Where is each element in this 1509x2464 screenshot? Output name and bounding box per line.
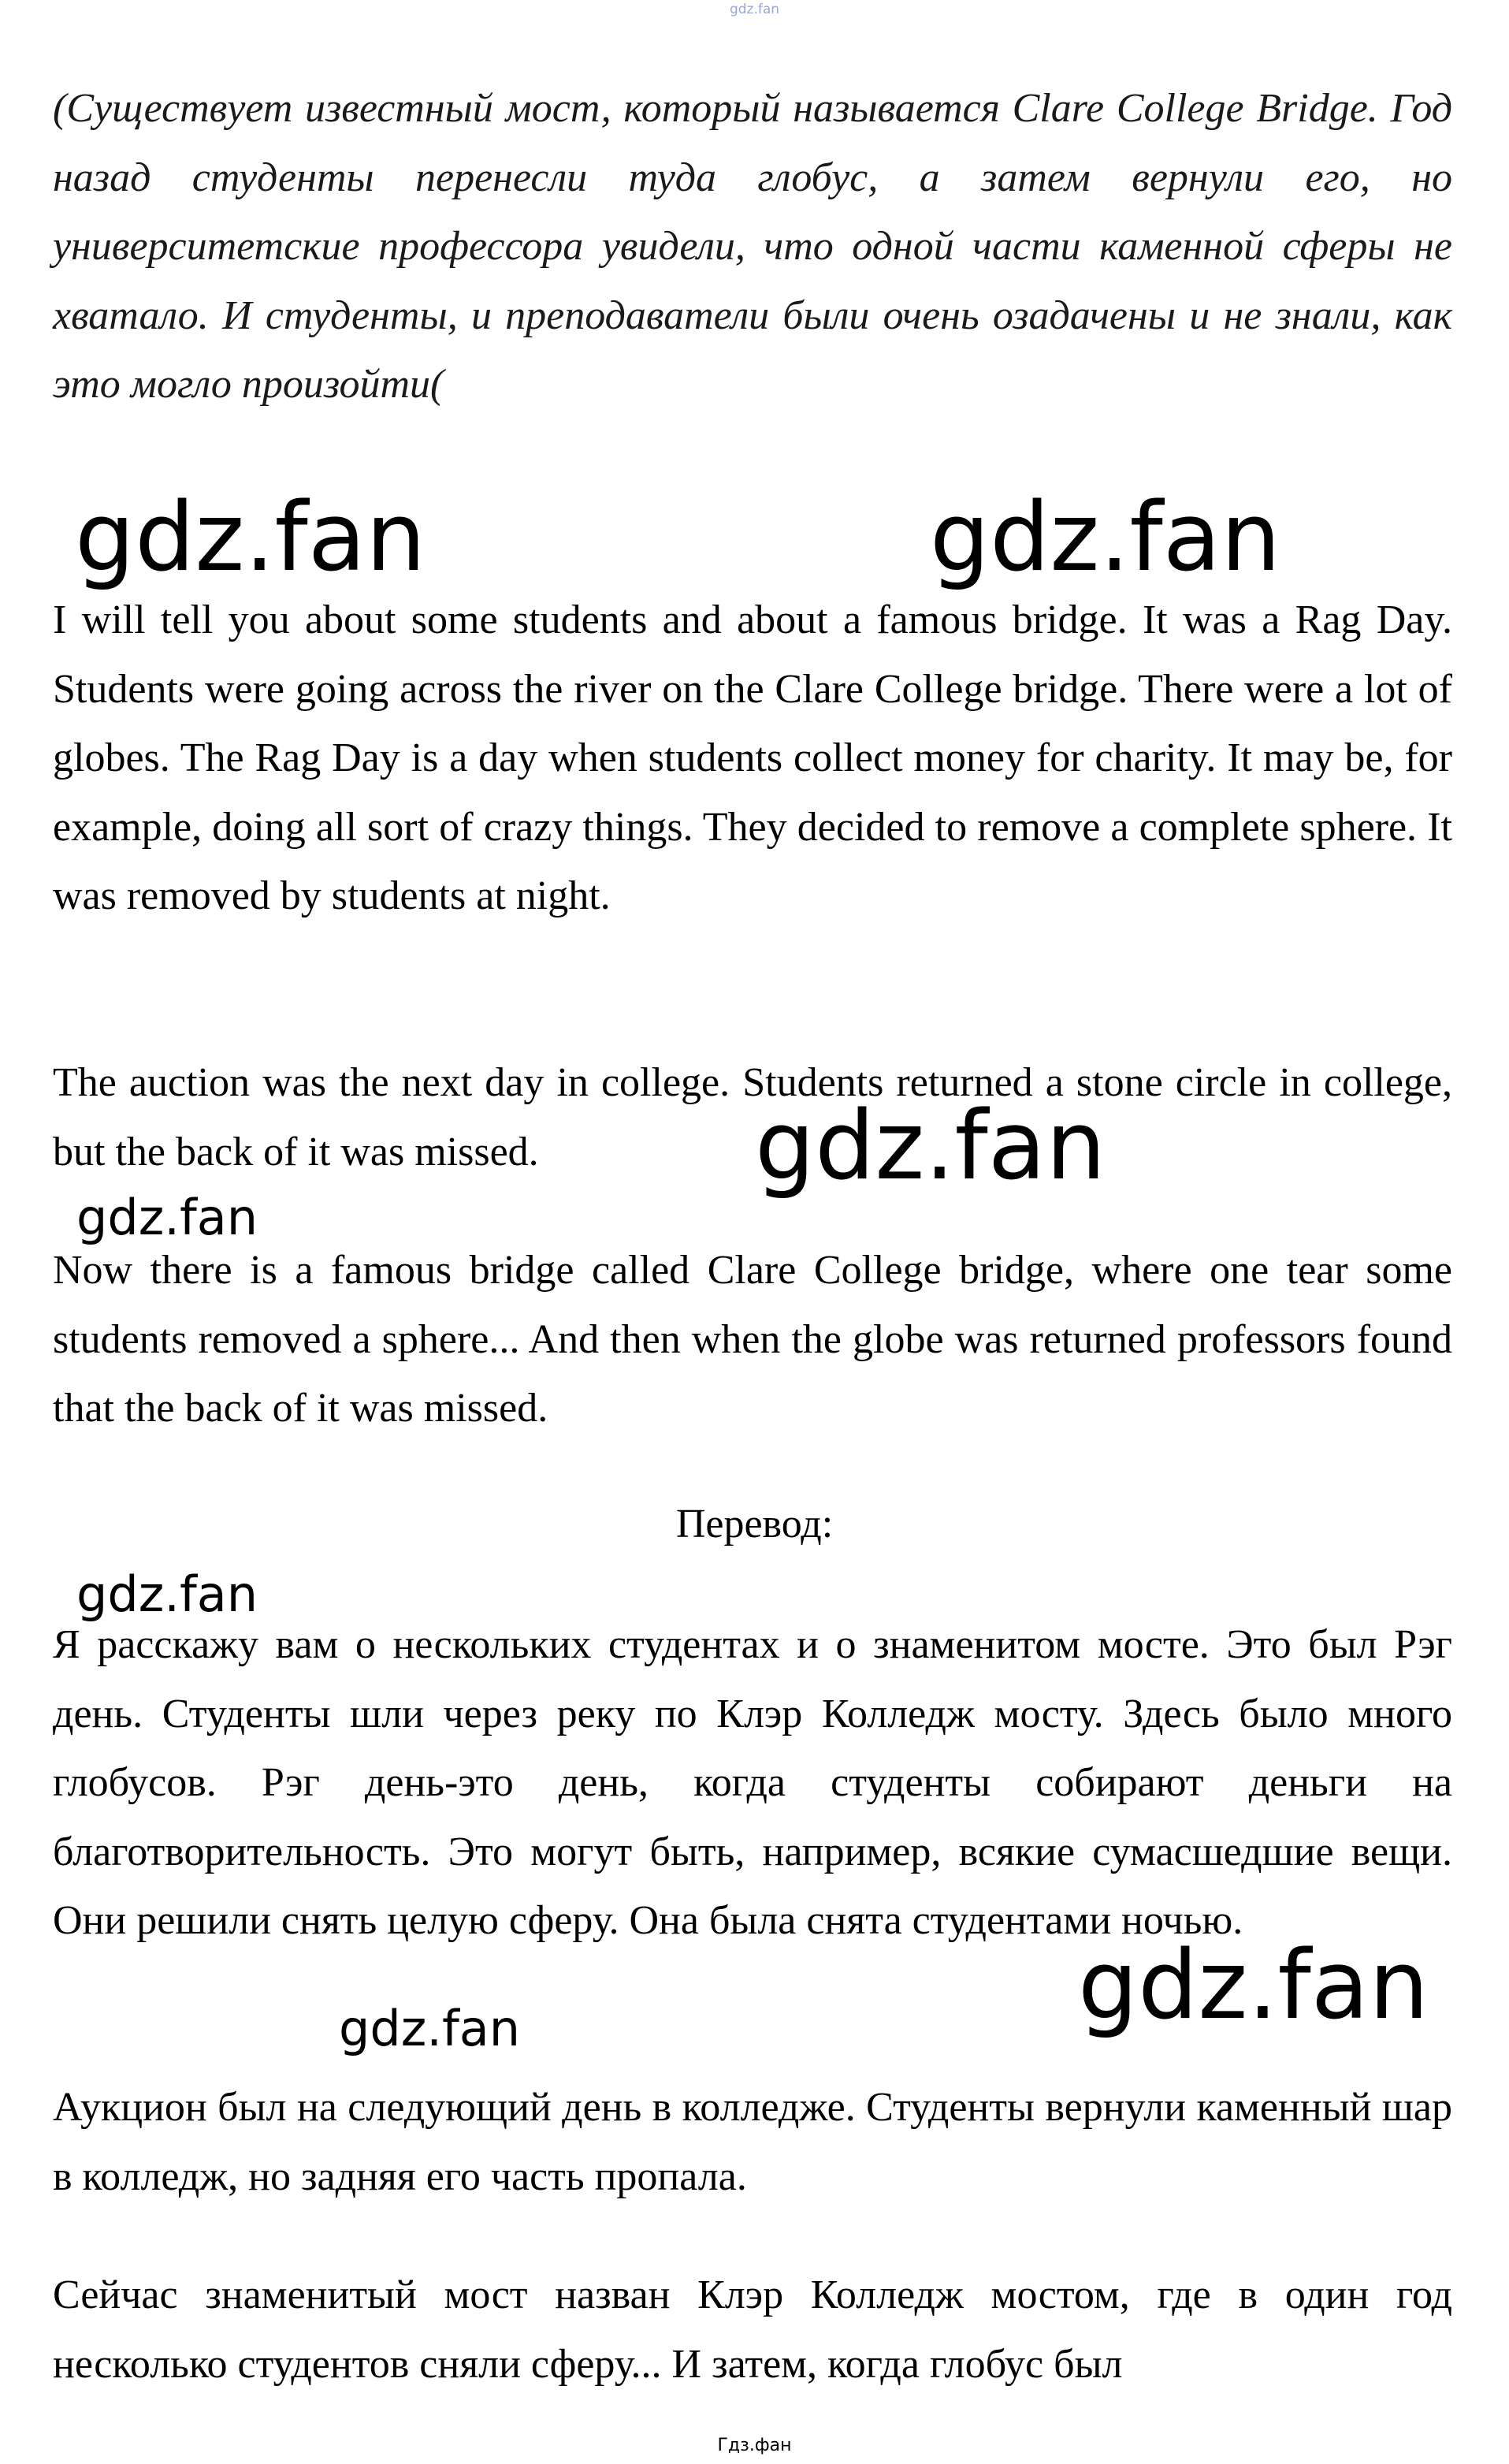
watermark: gdz.fan [75, 483, 426, 593]
watermark: gdz.fan [1078, 1931, 1429, 2041]
watermark: gdz.fan [755, 1092, 1106, 1201]
english-paragraph-3: Now there is a famous bridge called Clare College bridge, where one tear some students removed a sphere... And then when the globe was returned professors found that the back of it was missed. [53, 1248, 1452, 1431]
watermark: gdz.fan [930, 483, 1281, 593]
translation-heading: Перевод: [675, 1502, 834, 1547]
english-paragraph-2: The auction was the next day in college. Students returned a stone circle in college, but the back of it was missed. [53, 1060, 1452, 1174]
english-paragraph-1: I will tell you about some students and about a famous bridge. It was a Rag Day. Students were going across the river on the Clare College bridge. There were a lot of globes. The Rag Day is a day when students collect money for charity. It may be, for example, doing all sort of crazy things. They decided to remove a complete sphere. It was removed by students at night. [53, 597, 1452, 918]
russian-paragraph-1: Я расскажу вам о нескольких студентах и о знаменитом мосте. Это был Рэг день. Студенты шли через реку по Клэр Колледж мосту. Здесь было много глобусов. Рэг день-это день, когда студенты собирают деньги на благотворительность. Это могут быть, например, всякие сумасшедшие вещи. Они решили снять целую сферу. Она была снята студентами ночью. [53, 1622, 1452, 1943]
header-watermark: gdz.fan [729, 2, 780, 17]
watermark: gdz.fan [339, 2000, 521, 2057]
russian-intro-paragraph: (Существует известный мост, который называется Clare College Bridge. Год назад студенты перенесли туда глобус, а затем вернули его, но университетские профессора увидели, что одной части каменной сферы не хватало. И студенты, и преподаватели были очень озадачены и не знали, как это могло произойти( [53, 86, 1452, 407]
russian-paragraph-2: Аукцион был на следующий день в колледже. Студенты вернули каменный шар в колледж, но задняя его часть пропала. [53, 2085, 1452, 2199]
watermark: gdz.fan [76, 1189, 258, 1246]
watermark: gdz.fan [76, 1565, 258, 1623]
footer-watermark: Гдз.фан [717, 2436, 792, 2455]
russian-paragraph-3: Сейчас знаменитый мост назван Клэр Колледж мостом, где в один год несколько студентов сняли сферу... И затем, когда глобус был [53, 2272, 1452, 2387]
